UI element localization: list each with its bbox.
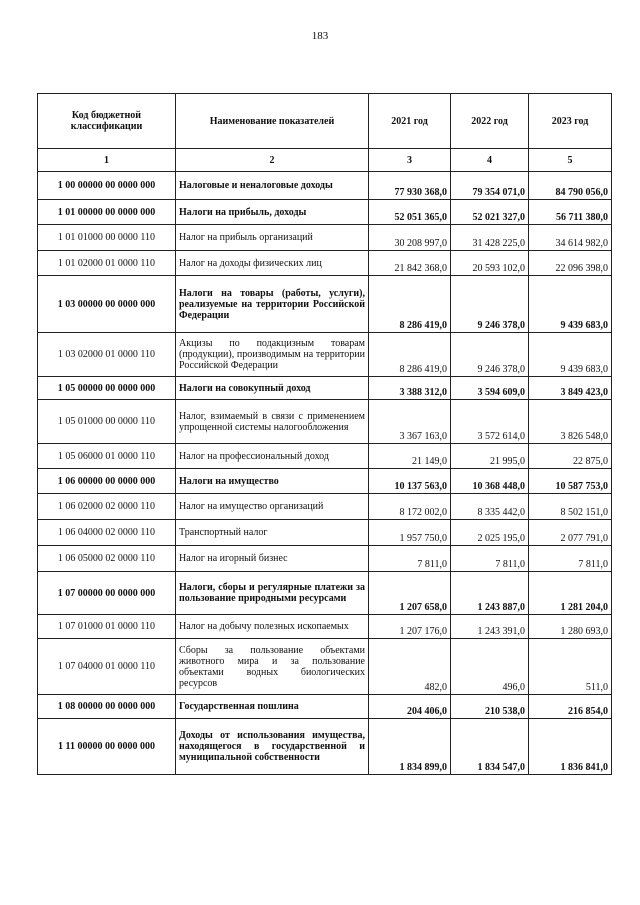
budget-code: 1 01 02000 01 0000 110 (38, 251, 176, 276)
table-row (38, 469, 612, 494)
table-row (38, 172, 612, 200)
header-code: Код бюджетной классификации (38, 94, 176, 149)
value-2021: 21 149,0 (369, 444, 451, 469)
value-2021: 3 388 312,0 (369, 377, 451, 400)
value-2021: 204 406,0 (369, 695, 451, 719)
value-2022: 21 995,0 (451, 444, 529, 469)
indicator-name: Налоги, сборы и регулярные платежи за пользование природными ресурсами (176, 572, 369, 615)
value-2021: 7 811,0 (369, 546, 451, 572)
column-number: 1 (38, 149, 176, 172)
value-2023: 216 854,0 (529, 695, 612, 719)
table-row (38, 225, 612, 251)
budget-code: 1 01 00000 00 0000 000 (38, 200, 176, 225)
budget-code: 1 05 06000 01 0000 110 (38, 444, 176, 469)
budget-code: 1 00 00000 00 0000 000 (38, 172, 176, 200)
value-2023: 1 280 693,0 (529, 615, 612, 639)
indicator-name: Налоги на товары (работы, услуги), реализуемые на территории Российской Федерации (176, 276, 369, 333)
value-2022: 20 593 102,0 (451, 251, 529, 276)
value-2022: 8 335 442,0 (451, 494, 529, 520)
value-2022: 9 246 378,0 (451, 333, 529, 377)
value-2023: 8 502 151,0 (529, 494, 612, 520)
value-2021: 1 834 899,0 (369, 719, 451, 775)
value-2022: 31 428 225,0 (451, 225, 529, 251)
table-row (38, 719, 612, 775)
table-row (38, 494, 612, 520)
header-2021: 2021 год (369, 94, 451, 149)
value-2022: 10 368 448,0 (451, 469, 529, 494)
value-2022: 9 246 378,0 (451, 276, 529, 333)
budget-code: 1 03 00000 00 0000 000 (38, 276, 176, 333)
budget-code: 1 06 04000 02 0000 110 (38, 520, 176, 546)
table-row (38, 520, 612, 546)
value-2023: 7 811,0 (529, 546, 612, 572)
value-2023: 10 587 753,0 (529, 469, 612, 494)
indicator-name: Налоги на имущество (176, 469, 369, 494)
budget-code: 1 08 00000 00 0000 000 (38, 695, 176, 719)
value-2021: 1 207 176,0 (369, 615, 451, 639)
indicator-name: Доходы от использования имущества, находящегося в государственной и муниципальной собственности (176, 719, 369, 775)
value-2021: 482,0 (369, 639, 451, 695)
value-2022: 52 021 327,0 (451, 200, 529, 225)
value-2023: 9 439 683,0 (529, 333, 612, 377)
table-row (38, 615, 612, 639)
value-2023: 3 826 548,0 (529, 400, 612, 444)
value-2021: 21 842 368,0 (369, 251, 451, 276)
value-2023: 1 836 841,0 (529, 719, 612, 775)
column-number: 3 (369, 149, 451, 172)
value-2021: 77 930 368,0 (369, 172, 451, 200)
indicator-name: Акцизы по подакцизным товарам (продукции), производимым на территории Российской Федерации (176, 333, 369, 377)
indicator-name: Налоговые и неналоговые доходы (176, 172, 369, 200)
value-2022: 210 538,0 (451, 695, 529, 719)
value-2022: 7 811,0 (451, 546, 529, 572)
indicator-name: Транспортный налог (176, 520, 369, 546)
indicator-name: Государственная пошлина (176, 695, 369, 719)
header-name: Наименование показателей (176, 94, 369, 149)
value-2023: 1 281 204,0 (529, 572, 612, 615)
value-2022: 1 243 391,0 (451, 615, 529, 639)
table-body (38, 172, 612, 775)
budget-code: 1 06 05000 02 0000 110 (38, 546, 176, 572)
budget-code: 1 11 00000 00 0000 000 (38, 719, 176, 775)
indicator-name: Налог на прибыль организаций (176, 225, 369, 251)
indicator-name: Налог на доходы физических лиц (176, 251, 369, 276)
header-2022: 2022 год (451, 94, 529, 149)
indicator-name: Налог на игорный бизнес (176, 546, 369, 572)
value-2022: 1 834 547,0 (451, 719, 529, 775)
column-number: 2 (176, 149, 369, 172)
value-2022: 79 354 071,0 (451, 172, 529, 200)
value-2021: 30 208 997,0 (369, 225, 451, 251)
budget-table (37, 93, 612, 775)
table-row (38, 251, 612, 276)
column-number-row (38, 149, 612, 172)
value-2021: 1 207 658,0 (369, 572, 451, 615)
table-row (38, 639, 612, 695)
column-number: 5 (529, 149, 612, 172)
indicator-name: Сборы за пользование объектами животного мира и за пользование объектами водных биологических ресурсов (176, 639, 369, 695)
value-2021: 10 137 563,0 (369, 469, 451, 494)
value-2021: 8 286 419,0 (369, 333, 451, 377)
indicator-name: Налоги на прибыль, доходы (176, 200, 369, 225)
value-2023: 22 096 398,0 (529, 251, 612, 276)
table-row (38, 546, 612, 572)
value-2023: 34 614 982,0 (529, 225, 612, 251)
indicator-name: Налог на профессиональный доход (176, 444, 369, 469)
value-2023: 3 849 423,0 (529, 377, 612, 400)
table-row (38, 400, 612, 444)
value-2022: 1 243 887,0 (451, 572, 529, 615)
value-2021: 1 957 750,0 (369, 520, 451, 546)
indicator-name: Налоги на совокупный доход (176, 377, 369, 400)
value-2023: 22 875,0 (529, 444, 612, 469)
value-2022: 2 025 195,0 (451, 520, 529, 546)
budget-code: 1 06 00000 00 0000 000 (38, 469, 176, 494)
page-number: 183 (311, 30, 329, 42)
budget-code: 1 05 01000 00 0000 110 (38, 400, 176, 444)
value-2021: 8 286 419,0 (369, 276, 451, 333)
table-row (38, 200, 612, 225)
column-number: 4 (451, 149, 529, 172)
value-2022: 496,0 (451, 639, 529, 695)
indicator-name: Налог на добычу полезных ископаемых (176, 615, 369, 639)
indicator-name: Налог, взимаемый в связи с применением упрощенной системы налогообложения (176, 400, 369, 444)
table-row (38, 333, 612, 377)
value-2023: 9 439 683,0 (529, 276, 612, 333)
value-2023: 511,0 (529, 639, 612, 695)
value-2021: 8 172 002,0 (369, 494, 451, 520)
budget-code: 1 01 01000 00 0000 110 (38, 225, 176, 251)
value-2021: 52 051 365,0 (369, 200, 451, 225)
indicator-name: Налог на имущество организаций (176, 494, 369, 520)
table-row (38, 572, 612, 615)
value-2022: 3 594 609,0 (451, 377, 529, 400)
value-2021: 3 367 163,0 (369, 400, 451, 444)
budget-code: 1 03 02000 01 0000 110 (38, 333, 176, 377)
value-2023: 84 790 056,0 (529, 172, 612, 200)
table-row (38, 695, 612, 719)
budget-code: 1 07 00000 00 0000 000 (38, 572, 176, 615)
budget-code: 1 07 04000 01 0000 110 (38, 639, 176, 695)
budget-code: 1 05 00000 00 0000 000 (38, 377, 176, 400)
value-2023: 2 077 791,0 (529, 520, 612, 546)
header-2023: 2023 год (529, 94, 612, 149)
table-row (38, 377, 612, 400)
budget-code: 1 06 02000 02 0000 110 (38, 494, 176, 520)
table-header-row (38, 94, 612, 149)
table-row (38, 444, 612, 469)
value-2023: 56 711 380,0 (529, 200, 612, 225)
table-row (38, 276, 612, 333)
budget-code: 1 07 01000 01 0000 110 (38, 615, 176, 639)
value-2022: 3 572 614,0 (451, 400, 529, 444)
